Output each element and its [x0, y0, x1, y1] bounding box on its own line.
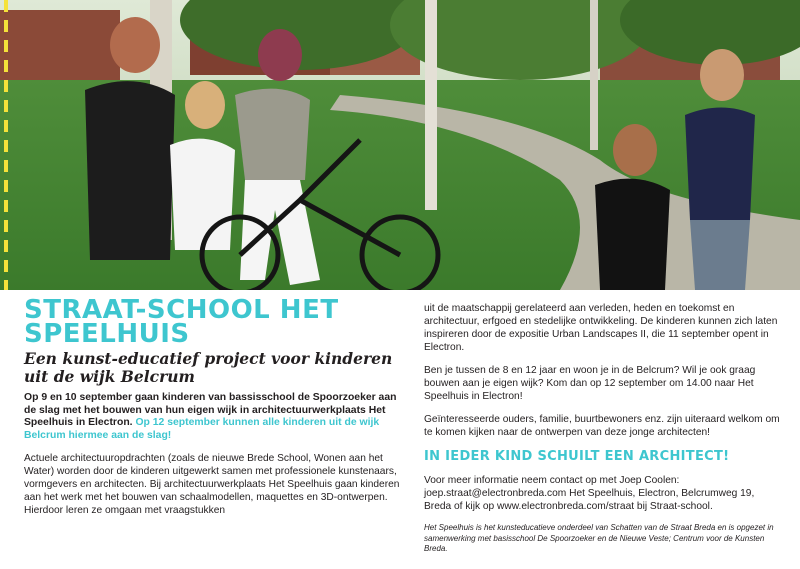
body-paragraph-1: uit de maatschappij gerelateerd aan verleden, heden en toekomst en architectuur, erfgoed en stedelijke ontwikkeling. De kinderen kunnen zich laten inspireren door de expositie Urban Landscapes II, die 11 september opent in Electron.: [424, 303, 778, 353]
intro-text: Op 9 en 10 september gaan kinderen van bassisschool de Spoorzoeker aan de slag met het bouwen van hun eigen wijk in architectuurwerkplaats Het Speelhuis in Electron.: [24, 392, 397, 429]
right-column: [424, 302, 784, 555]
callout-heading: IN IEDER KIND SCHUILT EEN ARCHITECT!: [424, 449, 730, 464]
footnote: Het Speelhuis is het kunsteducatieve onderdeel van Schatten van de Straat Breda en is opgezet in samenwerking met basisschool De Spoorzoeker en de Nieuwe Veste; Centrum voor de Kunsten Breda.: [424, 523, 774, 553]
intro-paragraph: [24, 392, 404, 442]
contact-line: Voor meer informatie neem contact op met Joep Coolen:: [424, 475, 680, 486]
text-area: [0, 290, 800, 564]
contact-info: [424, 474, 784, 513]
body-paragraph-2: Ben je tussen de 8 en 12 jaar en woon je in de Belcrum? Wil je ook graag bouwen aan je eigen wijk? Kom dan op 12 september om 14.00 naar Het Speelhuis in Electron!: [424, 365, 756, 402]
contact-email-line: joep.straat@electronbreda.com Het Speelhuis, Electron, Belcrumweg 19,: [424, 488, 755, 499]
intro-highlight: Op 12 september kunnen alle kinderen uit de wijk Belcrum hiermee aan de slag!: [24, 417, 380, 441]
page-title: STRAAT-SCHOOL HET SPEELHUIS: [24, 295, 339, 349]
page-subtitle: Een kunst-educatief project voor kinderen uit de wijk Belcrum: [24, 349, 393, 386]
body-paragraph-left: Actuele architectuuropdrachten (zoals de nieuwe Brede School, Wonen aan het Water) worden door de kinderen uitgewerkt samen met professionele kunstenaars, vormgevers en architecten. Bij architectuurwerkplaats Het Speelhuis gaan kinderen aan het werk met het bouwen van schaalmodellen, maquettes en 3D-ontwerpen. Hierdoor leren ze omgaan met vraagstukken: [24, 453, 400, 517]
left-column: [24, 295, 404, 527]
contact-website-line: Breda of kijk op www.electronbreda.com/straat bij Straat-school.: [424, 501, 713, 512]
body-paragraph-3: Geïnteresseerde ouders, familie, buurtbewoners enz. zijn uiteraard welkom om te komen kijken naar de ontwerpen van deze jonge architecten!: [424, 414, 780, 438]
